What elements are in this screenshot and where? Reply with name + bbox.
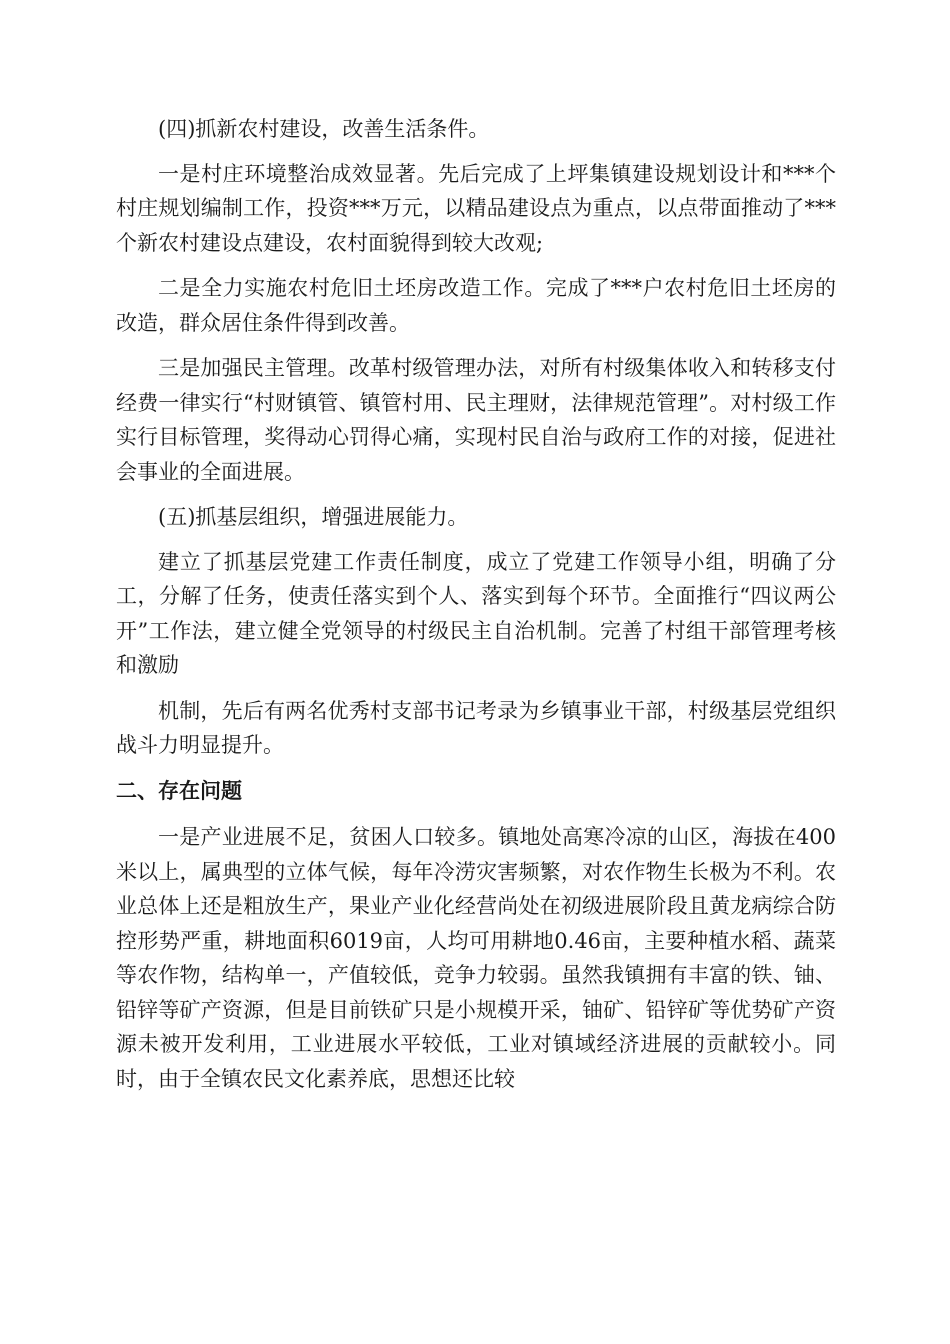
document-body (116, 112, 836, 1107)
subsection-heading-4: (四)抓新农村建设，改善生活条件。 (158, 117, 490, 141)
section-heading-problems: 二、存在问题 (116, 778, 242, 803)
paragraph-housing-renovation: 二是全力实施农村危旧土坯房改造工作。完成了***户农村危旧土坯房的改造，群众居住条件得到改善。 (116, 276, 836, 335)
paragraph-village-environment: 一是村庄环境整治成效显著。先后完成了上坪集镇建设规划设计和***个村庄规划编制工作，投资***万元，以精品建设点为重点，以点带面推动了***个新农村建设点建设，农村面貌得到较大改观; (116, 161, 836, 255)
paragraph-democratic-management: 三是加强民主管理。改革村级管理办法，对所有村级集体收入和转移支付经费一律实行“村财镇管、镇管村用、民主理财，法律规范管理”。对村级工作实行目标管理，奖得动心罚得心痛，实现村民自治与政府工作的对接，促进社会事业的全面进展。 (116, 356, 836, 484)
subsection-heading-5: (五)抓基层组织，增强进展能力。 (158, 505, 469, 529)
paragraph-mechanism: 机制，先后有两名优秀村支部书记考录为乡镇事业干部，村级基层党组织战斗力明显提升。 (116, 698, 836, 757)
paragraph-party-building: 建立了抓基层党建工作责任制度，成立了党建工作领导小组，明确了分工，分解了任务，使责任落实到个人、落实到每个环节。全面推行“四议两公开”工作法，建立健全党领导的村级民主自治机制。完善了村组干部管理考核和激励 (116, 549, 836, 677)
paragraph-industry-problems: 一是产业进展不足，贫困人口较多。镇地处高寒冷凉的山区，海拔在400米以上，属典型的立体气候，每年冷涝灾害频繁，对农作物生长极为不利。农业总体上还是粗放生产，果业产业化经营尚处在初级进展阶段且黄龙病综合防控形势严重，耕地面积6019亩，人均可用耕地0.46亩，主要种植水稻、蔬菜等农作物，结构单一，产值较低，竞争力较弱。虽然我镇拥有丰富的铁、铀、铅锌等矿产资源，但是目前铁矿只是小规模开采，铀矿、铅锌矿等优势矿产资源未被开发利用，工业进展水平较低，工业对镇域经济进展的贡献较小。同时，由于全镇农民文化素养底，思想还比较 (116, 825, 836, 1091)
